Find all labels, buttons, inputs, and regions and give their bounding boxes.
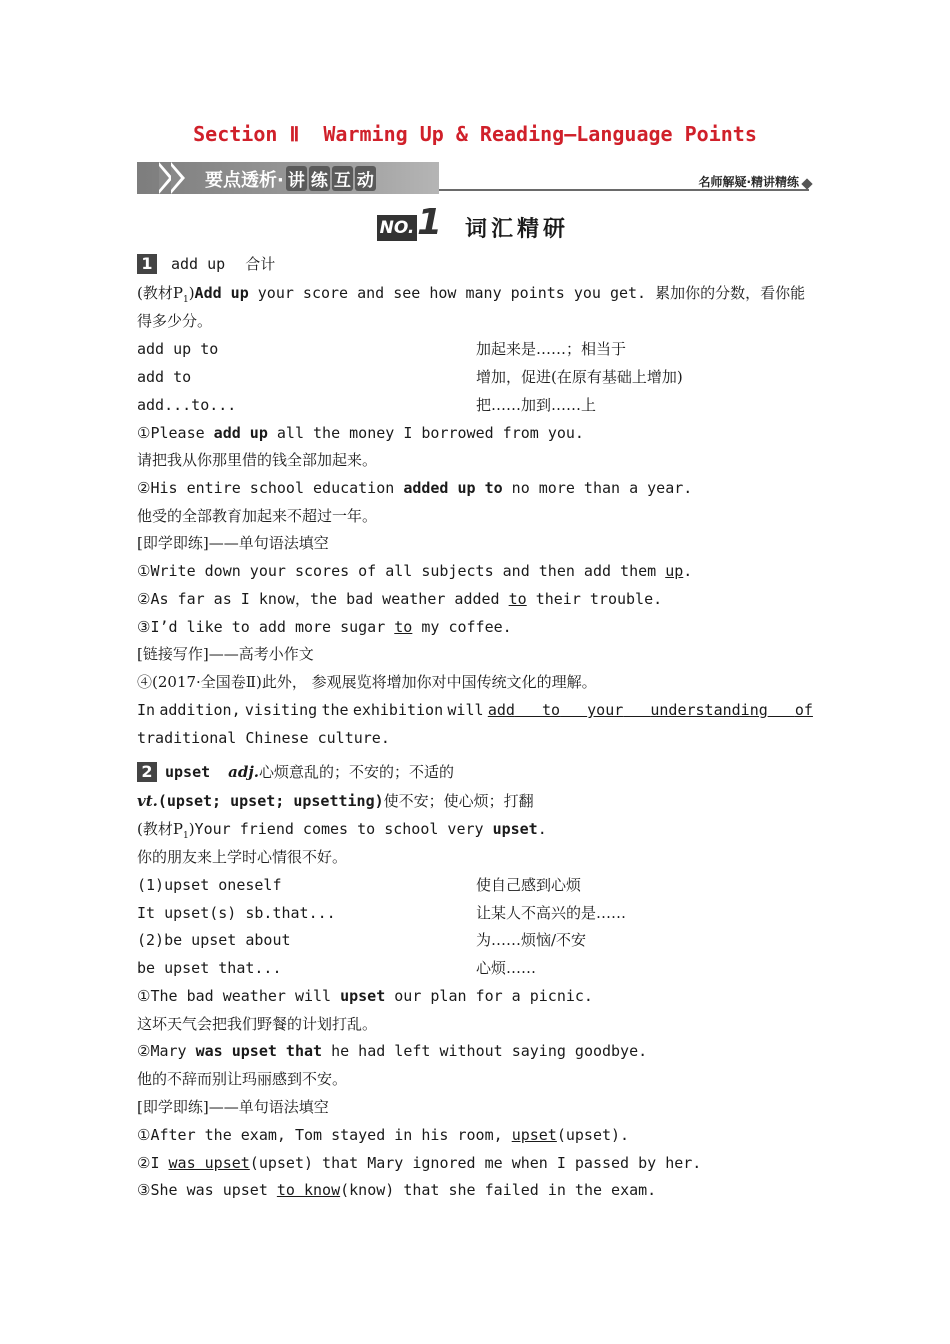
banner-bar: [137, 162, 439, 194]
phrase-row: [137, 875, 813, 895]
badge-number: 1: [417, 202, 443, 243]
practice-label: [即学即练]——单句语法填空: [137, 534, 329, 552]
badge-no-label: NO.: [377, 215, 417, 241]
practice-answer: was upset: [168, 1154, 250, 1172]
chevron-inner-icon: [159, 166, 169, 190]
phrase-en: add up to: [137, 340, 219, 358]
banner-boxed-char: 讲: [286, 166, 307, 191]
phrase-en: add...to...: [137, 396, 237, 414]
example-text: ①Please: [137, 424, 214, 442]
practice-item: [137, 561, 813, 581]
phrase-en: be upset that...: [137, 959, 282, 977]
example-text: ②Mary: [137, 1042, 196, 1060]
writing-prompt: ④(2017·全国卷Ⅱ)此外， 参观展览将增加你对中国传统文化的理解。: [137, 673, 597, 691]
diamond-icon: [801, 178, 812, 189]
phrase-cn: 加起来是……；相当于: [476, 340, 627, 358]
writing-answer-cont: traditional Chinese culture.: [137, 729, 390, 747]
example-sentence: [137, 478, 813, 498]
practice-answer: to: [508, 590, 527, 608]
item2-header: [137, 762, 813, 782]
textbook-sentence-end: .: [537, 820, 547, 838]
practice-item: [137, 1153, 813, 1173]
practice-item: [137, 1180, 813, 1200]
banner-boxed-char: 练: [309, 166, 330, 191]
writing-label: [链接写作]——高考小作文: [137, 645, 314, 663]
practice-answer: to know: [276, 1181, 341, 1199]
example-keyword: add up: [213, 424, 268, 442]
phrase-row: [137, 339, 813, 359]
writing-word: will: [447, 701, 484, 719]
textbook-sentence: Your friend comes to school very: [194, 820, 493, 838]
phrase-row: [137, 958, 813, 978]
practice-text: ①After the exam, Tom stayed in his room,: [137, 1126, 512, 1144]
practice-text: (upset).: [556, 1126, 630, 1144]
phrase-cn: 让某人不高兴的是……: [476, 904, 627, 922]
practice-label: [即学即练]——单句语法填空: [137, 1098, 329, 1116]
textbook-keyword: Add up: [194, 284, 249, 302]
example-sentence: [137, 1041, 813, 1061]
example-translation: 这坏天气会把我们野餐的计划打乱。: [137, 1015, 378, 1033]
practice-text: ③She was upset: [137, 1181, 277, 1199]
phrase-cn: 心烦……: [476, 959, 537, 977]
phrase-row: [137, 903, 813, 923]
textbook-suffix: ): [188, 820, 195, 838]
phrase-en: (1)upset oneself: [137, 876, 282, 894]
item-number-box: 2: [137, 762, 157, 782]
writing-word: addition,: [159, 701, 241, 719]
practice-item: [137, 589, 813, 609]
practice-text: ③I’d like to add more sugar: [137, 618, 395, 636]
example-text: all the money I borrowed from you.: [267, 424, 584, 442]
section-heading: 词汇精研: [465, 217, 570, 242]
textbook-translation: 你的朋友来上学时心情很不好。: [137, 848, 348, 866]
practice-text: my coffee.: [412, 618, 512, 636]
practice-answer: to: [394, 618, 413, 636]
item-meaning: 心烦意乱的；不安的；不适的: [259, 763, 455, 781]
practice-item: [137, 617, 813, 637]
example-text: he had left without saying goodbye.: [322, 1042, 648, 1060]
practice-text: ①Write down your scores of all subjects and then add them: [137, 562, 666, 580]
item-meaning: 合计: [245, 255, 276, 273]
practice-text: their trouble.: [526, 590, 663, 608]
example-text: ①The bad weather will: [137, 987, 341, 1005]
part-of-speech: adj.: [228, 763, 260, 781]
practice-answer: upset: [511, 1126, 557, 1144]
example-text: our plan for a picnic.: [385, 987, 593, 1005]
writing-word: visiting: [244, 701, 318, 719]
writing-answer-word: to: [542, 701, 561, 719]
verb-forms: (upset; upset; upsetting): [157, 792, 384, 810]
practice-answer: up: [665, 562, 684, 580]
textbook-prefix: (教材P: [137, 284, 183, 302]
writing-answer-word: add: [487, 701, 515, 719]
writing-answer-word: your: [587, 701, 624, 719]
writing-answer-line: [137, 700, 813, 720]
practice-text: ②As far as I know，the bad weather added: [137, 590, 509, 608]
textbook-translation-cont: 得多少分。: [137, 312, 213, 330]
textbook-page: 1: [182, 295, 189, 305]
phrase-row: [137, 395, 813, 415]
phrase-cn: 把……加到……上: [476, 396, 597, 414]
banner-title: [205, 166, 376, 192]
phrase-row: [137, 930, 813, 950]
item-meaning: 使不安；使心烦；打翻: [383, 792, 534, 810]
phrase-en: add to: [137, 368, 192, 386]
textbook-keyword: upset: [492, 820, 538, 838]
item-word: add up: [171, 255, 226, 273]
example-text: no more than a year.: [502, 479, 693, 497]
practice-item: [137, 1125, 813, 1145]
practice-text: .: [683, 562, 693, 580]
banner-title-prefix: 要点透析·: [205, 170, 284, 191]
practice-text: ②I: [137, 1154, 169, 1172]
textbook-sentence: your score and see how many points you get. 累加你的分数，看你能: [248, 284, 806, 302]
writing-answer: [488, 700, 813, 720]
writing-answer-word: understanding: [650, 701, 768, 719]
writing-word: exhibition: [352, 701, 444, 719]
part-of-speech: vt.: [137, 792, 158, 810]
phrase-cn: 增加，促进(在原有基础上增加): [476, 368, 683, 386]
example-keyword: was upset that: [195, 1042, 323, 1060]
item-number-box: 1: [137, 254, 157, 274]
writing-answer-word: of: [794, 701, 813, 719]
phrase-cn: 为……烦恼/不安: [476, 931, 587, 949]
section-banner: [137, 162, 813, 196]
example-translation: 请把我从你那里借的钱全部加起来。: [137, 451, 378, 469]
example-text: ②His entire school education: [137, 479, 404, 497]
phrase-cn: 使自己感到心烦: [476, 876, 582, 894]
textbook-page: 1: [182, 831, 189, 841]
textbook-suffix: ): [188, 284, 195, 302]
example-translation: 他的不辞而别让玛丽感到不安。: [137, 1070, 348, 1088]
example-sentence: [137, 986, 813, 1006]
section-number-badge: [377, 202, 443, 243]
practice-text: (upset) that Mary ignored me when I passed by her.: [249, 1154, 702, 1172]
example-keyword: upset: [340, 987, 386, 1005]
writing-word: the: [321, 701, 349, 719]
chevron-inner-icon: [171, 166, 181, 190]
banner-subtitle: 名师解疑·精讲精练: [698, 175, 799, 189]
example-translation: 他受的全部教育加起来不超过一年。: [137, 507, 378, 525]
writing-word: In: [137, 701, 156, 719]
page-title: Section Ⅱ Warming Up & Reading—Language Points: [193, 122, 757, 146]
banner-boxed-char: 互: [332, 166, 353, 191]
practice-text: (know) that she failed in the exam.: [340, 1181, 657, 1199]
phrase-en: (2)be upset about: [137, 931, 291, 949]
textbook-line: [137, 819, 813, 846]
phrase-row: [137, 367, 813, 387]
example-sentence: [137, 423, 813, 443]
banner-boxed-char: 动: [355, 166, 376, 191]
textbook-line: [137, 283, 813, 310]
item2-verb-line: [137, 791, 813, 811]
phrase-en: It upset(s) sb.that...: [137, 904, 336, 922]
example-keyword: added up to: [403, 479, 503, 497]
item-word: upset: [165, 763, 211, 781]
item1-header: [137, 254, 813, 274]
textbook-prefix: (教材P: [137, 820, 183, 838]
